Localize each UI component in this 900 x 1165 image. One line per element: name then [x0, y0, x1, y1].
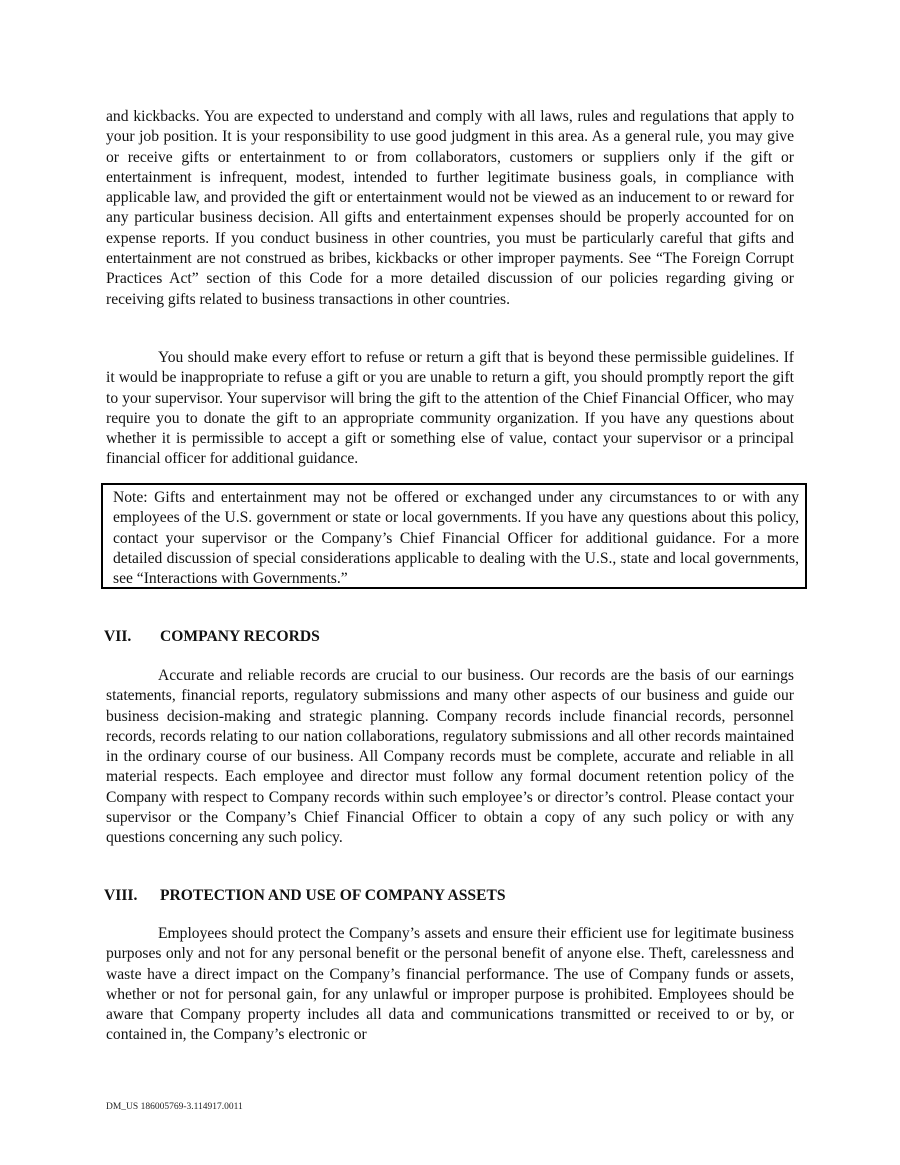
- section-number: VII.: [104, 628, 132, 645]
- section-title: PROTECTION AND USE OF COMPANY ASSETS: [160, 887, 506, 904]
- section-number: VIII.: [104, 887, 138, 904]
- paragraph-company-records: Accurate and reliable records are crucial to our business. Our records are the basis of our earnings statements, financial reports, regulatory submissions and many other aspects of our business and guide our business decision-making and strategic planning. Company records include financial records, personnel records, records relating to our nation collaborations, regulatory submissions and all other records maintained in the ordinary course of our business. All Company records must be complete, accurate and reliable in all material respects. Each employee and director must follow any formal document retention policy of the Company with respect to Company records within such employee’s or director’s control. Please contact your supervisor or the Company’s Chief Financial Officer to obtain a copy of any such policy or with any questions concerning any such policy.: [106, 667, 794, 847]
- section-heading-company-assets: [104, 886, 506, 906]
- paragraph-gift-return: You should make every effort to refuse or return a gift that is beyond these permissible guidelines. If it would be inappropriate to refuse a gift or you are unable to return a gift, you should promptly report the gift to your supervisor. Your supervisor will bring the gift to the attention of the Chief Financial Officer, who may require you to donate the gift to an appropriate community organization. If you have any questions about whether it is permissible to accept a gift or something else of value, contact your supervisor or a principal financial officer for additional guidance.: [106, 349, 794, 468]
- section-heading-company-records: [104, 627, 320, 647]
- note-box: [101, 483, 807, 589]
- paragraph-company-assets: Employees should protect the Company’s assets and ensure their efficient use for legitimate business purposes only and not for any personal benefit or the personal benefit of anyone else. Theft, carelessness and waste have a direct impact on the Company’s financial performance. The use of Company funds or assets, whether or not for personal gain, for any unlawful or improper purpose is prohibited. Employees should be aware that Company property includes all data and communications transmitted or received to or by, or contained in, the Company’s electronic or: [106, 925, 794, 1044]
- note-text: Note: Gifts and entertainment may not be offered or exchanged under any circumstances to or with any employees of the U.S. government or state or local governments. If you have any questions about this policy, contact your supervisor or the Company’s Chief Financial Officer for additional guidance. For a more detailed discussion of special considerations applicable to dealing with the U.S., state and local governments, see “Interactions with Governments.”: [113, 489, 799, 588]
- footer-doc-id: DM_US 186005769-3.114917.0011: [106, 1102, 243, 1112]
- section-title: COMPANY RECORDS: [160, 628, 320, 645]
- paragraph-gifts-rules: and kickbacks. You are expected to understand and comply with all laws, rules and regulations that apply to your job position. It is your responsibility to use good judgment in this area. As a general rule, you may give or receive gifts or entertainment to or from collaborators, customers or suppliers only if the gift or entertainment is infrequent, modest, intended to further legitimate business goals, in compliance with applicable law, and provided the gift or entertainment would not be viewed as an inducement to or reward for any particular business decision. All gifts and entertainment expenses should be properly accounted for on expense reports. If you conduct business in other countries, you must be particularly careful that gifts and entertainment are not construed as bribes, kickbacks or other improper payments. See “The Foreign Corrupt Practices Act” section of this Code for a more detailed discussion of our policies regarding giving or receiving gifts related to business transactions in other countries.: [106, 108, 794, 308]
